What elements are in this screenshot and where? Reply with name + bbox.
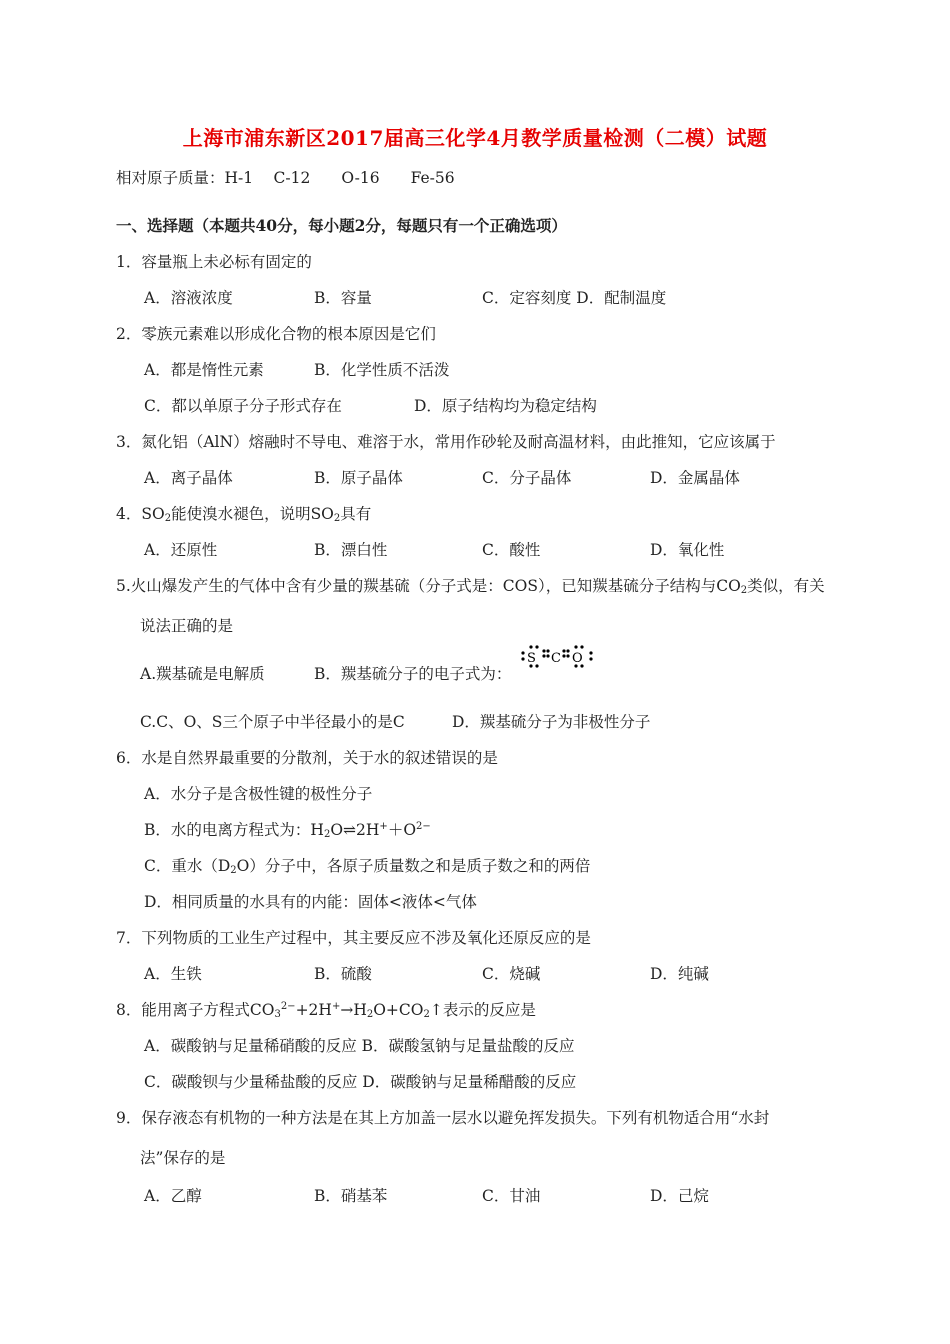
question-8-option-cd: C．碳酸钡与少量稀盐酸的反应 D．碳酸钠与足量稀醋酸的反应 (144, 1073, 577, 1091)
question-5-option-a: A.羰基硫是电解质 (140, 665, 265, 683)
question-9-option-a: A．乙醇 (144, 1187, 202, 1205)
section-heading: 一、选择题（本题共40分，每小题2分，每题只有一个正确选项） (116, 216, 567, 235)
question-7-option-b: B．硫酸 (314, 965, 372, 983)
question-7-option-a: A．生铁 (144, 965, 202, 983)
question-7-option-c: C．烧碱 (482, 965, 541, 983)
question-3-option-b: B．原子晶体 (314, 469, 403, 487)
question-1-stem: 1．容量瓶上未必标有固定的 (116, 253, 312, 271)
question-4-option-c: C．酸性 (482, 541, 541, 559)
question-6-option-a: A．水分子是含极性键的极性分子 (144, 785, 373, 803)
question-8-option-ab: A．碳酸钠与足量稀硝酸的反应 B．碳酸氢钠与足量盐酸的反应 (144, 1037, 575, 1055)
question-1-option-b: B．容量 (314, 289, 372, 307)
question-5-option-d: D．羰基硫分子为非极性分子 (452, 713, 651, 731)
question-2-option-b: B．化学性质不活泼 (314, 361, 450, 379)
lewis-structure-cos (520, 644, 602, 670)
atomic-mass-line: 相对原子质量：H-1 C-12 O-16 Fe-56 (116, 169, 455, 187)
question-6-stem: 6．水是自然界最重要的分散剂，关于水的叙述错误的是 (116, 749, 498, 767)
question-6-option-d: D．相同质量的水具有的内能：固体<液体<气体 (144, 893, 477, 911)
question-3-option-a: A．离子晶体 (144, 469, 233, 487)
question-7-option-d: D．纯碱 (650, 965, 709, 983)
question-9-option-c: C．甘油 (482, 1187, 541, 1205)
question-7-stem: 7．下列物质的工业生产过程中，其主要反应不涉及氧化还原反应的是 (116, 929, 591, 947)
question-9-option-b: B．硝基苯 (314, 1187, 388, 1205)
question-2-stem: 2．零族元素难以形成化合物的根本原因是它们 (116, 325, 436, 343)
question-9-option-d: D．己烷 (650, 1187, 709, 1205)
question-9-stem: 9．保存液态有机物的一种方法是在其上方加盖一层水以避免挥发损失。下列有机物适合用“水封 (116, 1109, 770, 1127)
question-8-stem: 8．能用离子方程式$CO_3^{2-}+2H^+\to H_2O+CO_2↑$表示的反应是 (116, 1001, 536, 1020)
question-3-option-d: D．金属晶体 (650, 469, 740, 487)
question-2-option-a: A．都是惰性元素 (144, 361, 264, 379)
question-4-option-a: A．还原性 (144, 541, 218, 559)
lewis-atom-o: O (572, 651, 583, 666)
question-5-stem: 5.火山爆发产生的气体中含有少量的羰基硫（分子式是：COS），已知羰基硫分子结构与$CO_2$类似，有关 (116, 577, 825, 596)
equilibrium-arrow-icon: ⇌ (343, 821, 357, 839)
question-9-stem-continued: 法”保存的是 (140, 1149, 226, 1167)
page-title: 上海市浦东新区2017届高三化学4月教学质量检测（二模）试题 (182, 126, 768, 150)
question-4-stem: 4．$SO_2$能使溴水褪色，说明$SO_2$具有 (116, 505, 372, 524)
question-5-option-c: C.C、O、S三个原子中半径最小的是C (140, 713, 405, 731)
question-1-option-a: A．溶液浓度 (144, 289, 233, 307)
question-2-option-d: D．原子结构均为稳定结构 (414, 397, 597, 415)
question-2-option-c: C．都以单原子分子形式存在 (144, 397, 342, 415)
question-6-option-b: B．水的电离方程式为：$H_2O\rightleftharpoons 2H^++O^{2-}$ (144, 821, 431, 840)
question-6-option-c: C．重水$(D_2O)$分子中，各原子质量数之和是质子数之和的两倍 (144, 857, 591, 876)
question-1-option-cd: C．定容刻度 D．配制温度 (482, 289, 667, 307)
question-5-option-b: B．羰基硫分子的电子式为： (314, 665, 512, 683)
question-3-option-c: C．分子晶体 (482, 469, 572, 487)
question-5-stem-continued: 说法正确的是 (140, 617, 234, 635)
question-3-stem: 3．氮化铝（AlN）熔融时不导电、难溶于水，常用作砂轮及耐高温材料，由此推知，它应该属于 (116, 433, 776, 451)
lewis-atom-c: C (551, 651, 561, 666)
question-4-option-d: D．氧化性 (650, 541, 725, 559)
lewis-atom-s: S (527, 651, 536, 666)
question-4-option-b: B．漂白性 (314, 541, 388, 559)
